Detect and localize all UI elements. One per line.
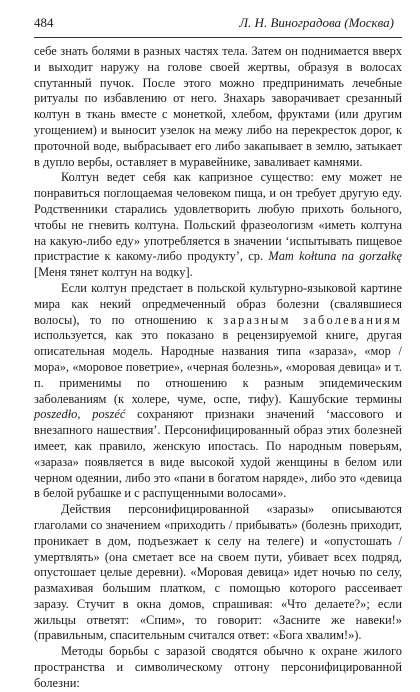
paragraph-3-text-a: Если колтун предстает в польской культурно-языковой картине мира как некий опредмеченный образ болезни (свалявшиеся волосы), то по отношению к [34, 280, 402, 327]
paragraph-1 [34, 44, 402, 170]
paragraph-2 [34, 170, 402, 281]
paragraph-4 [34, 502, 402, 644]
paragraph-2-text-b: [Меня тянет колтун на водку]. [34, 265, 193, 280]
kashubian-terms: poszedło, poszéć [34, 407, 126, 422]
paragraph-5 [34, 644, 402, 691]
paragraph-5-text: Методы борьбы с заразой сводятся обычно к охране жилого пространства и символическому отгону персонифицированной болезни: [34, 644, 402, 690]
paragraph-3-text-b: используется, как это показано в рецензируемой книге, другая описательная модель. Народные названия типа «зараза», «мор / мора», «моровое поветрие», «черная болезнь», «моровая девица» и т. п. применимы по отношению к разным эпидемическим заболеваниям (к холере, чуме, оспе, тифу). Кашубские термины [34, 328, 402, 406]
paragraph-3-text-c: сохраняют признаки значений ‘массового и внезапного нашествия’. Персонифицированный образ этих болезней имеет, как правило, женскую ипостась. По народным поверьям, «зараза» появляется в виде высокой худой женщины в белом или черном одеянии, либо это «пани в богатом наряде», либо это «девица в белой рубашке и с распущенными волосами». [34, 407, 402, 501]
page-number: 484 [34, 15, 54, 30]
paragraph-1-text: себе знать болями в разных частях тела. Затем он поднимается вверх и выходит наружу на голове своей жертвы, образуя в волосах спутанный пучок. После этого можно предпринимать лечебные ритуалы по избавлению от него. Знахарь заворачивает срезанный колтун в ткань вместе с монеткой, хлебом, фруктами (или другим угощением) и выносит узелок на межу либо на перекресток дорог, к проточной воде, выбрасывает его либо закапывает в землю, затыкает в дупло вербы, оставляет в муравейнике, заваливает камнями. [34, 44, 402, 169]
paragraph-4-text: Действия персонифицированной «заразы» описываются глаголами со значением «приходить / прибывать» (болезнь приходит, проникает в дом, подъезжает к селу на телеге) и «опустошать / умертвлять» (она сметает все на своем пути, убивает всех подряд, опустошает целые деревни). «Моровая девица» идет ночью по селу, размахивая большим платком, с помощью которого рассеивает заразу. Стучит в окна домов, спрашивая: «Что делаете?»; если жильцы ответят: «Спим», то говорит: «Засните же навеки!» (правильным, спасительным считался ответ: «Бога хвалим!»). [34, 502, 402, 643]
spaced-emphasis: заразным заболеваниям [223, 312, 402, 327]
running-head: Л. Н. Виноградова (Москва) [239, 15, 394, 30]
body-text [34, 44, 402, 692]
polish-example: Mam kołtuna na gorzałkę [268, 249, 402, 264]
page-header [34, 11, 402, 35]
header-rule [34, 37, 402, 38]
paragraph-2-text-a: Колтун ведет себя как капризное существо: ему может не понравиться поглощаемая человеком пища, и он требует другую еду. Родственники старались удовлетворить любую прихоть больного, чтобы не гневить колтуна. Польский фразеологизм «иметь колтуна на какую-либо еду» употребляется в значении ‘испытывать пищевое пристрастие к какому-либо продукту’, ср. [34, 170, 402, 264]
paragraph-3 [34, 281, 402, 502]
